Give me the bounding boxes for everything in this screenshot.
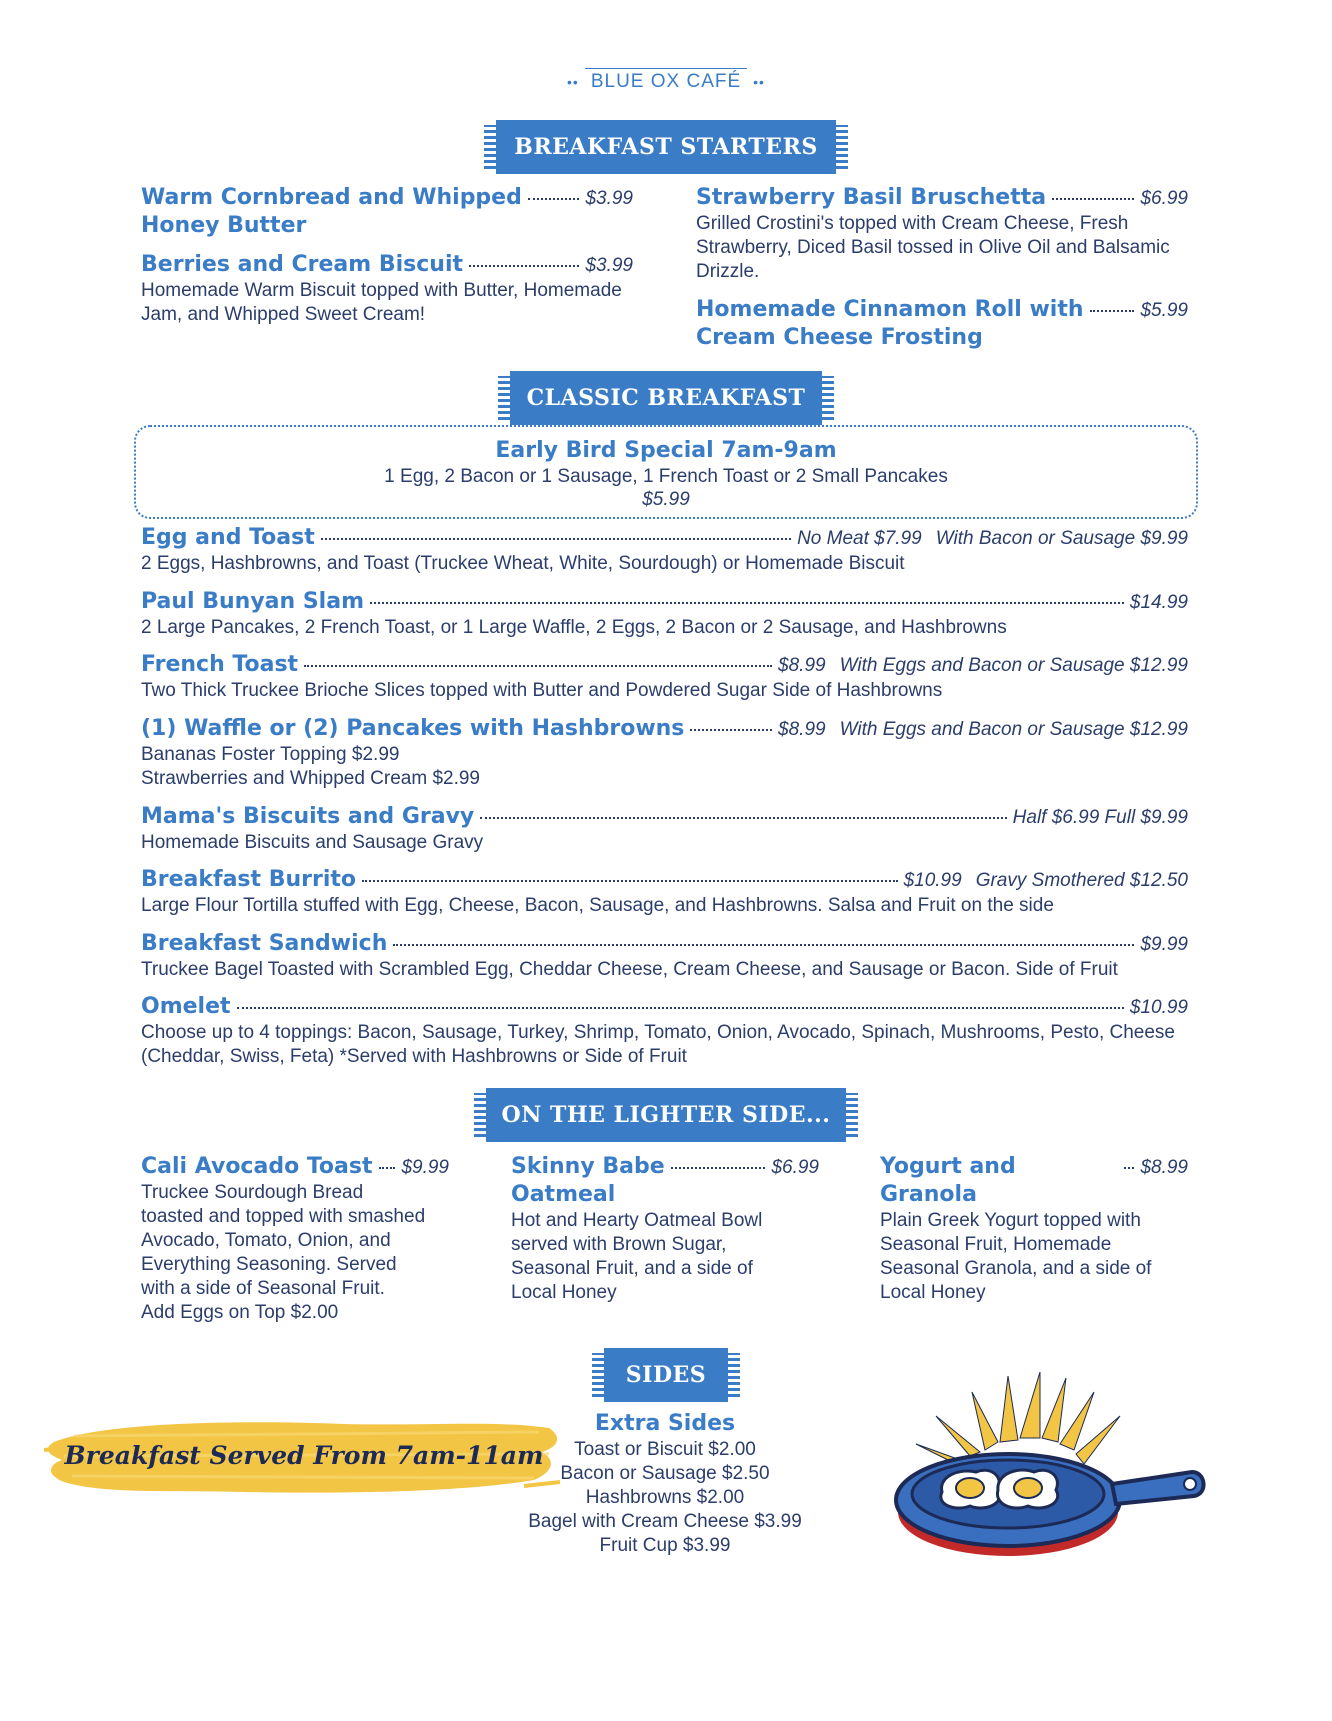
item-price: $6.99 — [1140, 188, 1188, 209]
item-title: Mama's Biscuits and Gravy — [141, 804, 475, 829]
brand-name: BLUE OX CAFÉ — [585, 68, 747, 93]
item-desc: Strawberries and Whipped Cream $2.99 — [141, 768, 481, 789]
item-desc: Seasonal Fruit, Homemade — [880, 1234, 1112, 1255]
item-price: $3.99 — [585, 188, 633, 209]
dot-leader — [370, 602, 1124, 604]
dot-leader — [362, 880, 898, 882]
item-desc: Local Honey — [511, 1282, 617, 1303]
item-desc: Homemade Biscuits and Sausage Gravy — [141, 832, 484, 853]
item-title: Omelet — [141, 994, 231, 1019]
section-banner-sides: SIDES — [606, 1350, 726, 1400]
item-desc: Everything Seasoning. Served — [141, 1254, 397, 1275]
item-desc: Hot and Hearty Oatmeal Bowl — [511, 1210, 763, 1231]
item-title: French Toast — [141, 652, 299, 677]
item-desc: served with Brown Sugar, — [511, 1234, 727, 1255]
item-desc: with a side of Seasonal Fruit. — [141, 1278, 385, 1299]
item-title: (1) Waffle or (2) Pancakes with Hashbrowns — [141, 716, 685, 741]
dot-leader — [690, 729, 772, 731]
extra-sides-title: Extra Sides — [594, 1411, 736, 1436]
dot-leader — [1052, 198, 1134, 200]
section-banner-lighter: ON THE LIGHTER SIDE... — [488, 1090, 844, 1140]
item-desc: Avocado, Tomato, Onion, and — [141, 1230, 391, 1251]
item-title: Warm Cornbread and Whipped — [141, 185, 522, 210]
item-desc: Add Eggs on Top $2.00 — [141, 1302, 339, 1323]
item-title: Yogurt and Granola — [880, 1154, 1016, 1207]
dot-leader — [671, 1167, 766, 1169]
item-desc: Seasonal Fruit, and a side of — [511, 1258, 753, 1279]
dot-leader — [304, 665, 772, 667]
item-desc: Grilled Crostini's topped with Cream Cheese, Fresh — [696, 213, 1129, 234]
menu-item-paul-bunyan — [141, 588, 1188, 640]
item-desc: 2 Eggs, Hashbrowns, and Toast (Truckee Wheat, White, Sourdough) or Homemade Biscuit — [141, 553, 905, 574]
item-title: Breakfast Sandwich — [141, 931, 388, 956]
early-bird-title: Early Bird Special 7am-9am — [495, 438, 837, 463]
side-item: Bagel with Cream Cheese $3.99 — [528, 1511, 802, 1532]
item-title: Berries and Cream Biscuit — [141, 252, 464, 277]
item-desc: Large Flour Tortilla stuffed with Egg, Cheese, Bacon, Sausage, and Hashbrowns. Salsa and Fruit on the side — [141, 895, 1054, 916]
menu-item-yogurt — [880, 1153, 1188, 1305]
item-desc: Plain Greek Yogurt topped with — [880, 1210, 1141, 1231]
item-desc: Two Thick Truckee Brioche Slices topped with Butter and Powdered Sugar Side of Hashbrowns — [141, 680, 943, 701]
item-price: Half $6.99 Full $9.99 — [1012, 807, 1188, 828]
item-desc: Truckee Bagel Toasted with Scrambled Egg, Cheddar Cheese, Cream Cheese, and Sausage or Bacon. Side of Fruit — [141, 959, 1118, 980]
item-price: $9.99 — [1140, 934, 1188, 955]
dot-leader — [528, 198, 580, 200]
menu-item-bruschetta — [696, 184, 1188, 284]
section-banner-classic: CLASSIC BREAKFAST — [512, 373, 820, 423]
side-item: Fruit Cup $3.99 — [599, 1535, 731, 1556]
item-price: $3.99 — [585, 255, 633, 276]
menu-item-biscuits-gravy — [141, 803, 1188, 855]
early-bird-price: $5.99 — [642, 489, 690, 510]
item-desc: Drizzle. — [696, 261, 760, 282]
menu-item-oatmeal — [511, 1153, 819, 1305]
side-item: Toast or Biscuit $2.00 — [574, 1439, 756, 1460]
item-desc: (Cheddar, Swiss, Feta) *Served with Hashbrowns or Side of Fruit — [141, 1046, 687, 1067]
dot-leader — [469, 265, 579, 267]
brand-dots-right: •• — [753, 73, 765, 90]
served-hours-text: Breakfast Served From 7am-11am — [64, 1441, 544, 1470]
dot-leader — [393, 944, 1134, 946]
dot-leader — [480, 817, 1006, 819]
item-price: $8.99 With Eggs and Bacon or Sausage $12.99 — [778, 719, 1188, 740]
item-desc: toasted and topped with smashed — [141, 1206, 426, 1227]
brand-header — [0, 68, 1332, 93]
item-title: Paul Bunyan Slam — [141, 589, 364, 614]
menu-item-egg-toast — [141, 524, 1188, 576]
item-title: Egg and Toast — [141, 525, 315, 550]
item-title: Homemade Cinnamon Roll with — [696, 297, 1084, 322]
item-title: Cali Avocado Toast — [141, 1154, 373, 1179]
early-bird-desc: 1 Egg, 2 Bacon or 1 Sausage, 1 French Toast or 2 Small Pancakes — [384, 466, 948, 487]
menu-item-sandwich — [141, 930, 1188, 982]
menu-item-berries-biscuit — [141, 251, 633, 327]
item-desc: Choose up to 4 toppings: Bacon, Sausage, Turkey, Shrimp, Tomato, Onion, Avocado, Spinach, Mushrooms, Pesto, Cheese — [141, 1022, 1175, 1043]
item-desc: Seasonal Granola, and a side of — [880, 1258, 1152, 1279]
menu-item-waffle-pancakes — [141, 715, 1188, 791]
item-price: $8.99 — [1140, 1157, 1188, 1178]
item-price: $8.99 With Eggs and Bacon or Sausage $12.99 — [778, 655, 1188, 676]
dot-leader — [321, 538, 791, 540]
item-price: $6.99 — [771, 1157, 819, 1178]
item-price: $10.99 Gravy Smothered $12.50 — [903, 870, 1188, 891]
item-title-line2: Oatmeal — [511, 1182, 616, 1207]
item-desc: Homemade Warm Biscuit topped with Butter, Homemade — [141, 280, 622, 301]
dot-leader — [379, 1167, 396, 1169]
item-title-line2: Honey Butter — [141, 213, 307, 238]
extra-sides — [520, 1410, 810, 1558]
item-desc: 2 Large Pancakes, 2 French Toast, or 1 Large Waffle, 2 Eggs, 2 Bacon or 2 Sausage, and Hashbrowns — [141, 617, 1007, 638]
dot-leader — [237, 1007, 1124, 1009]
item-desc: Jam, and Whipped Sweet Cream! — [141, 304, 426, 325]
item-price: $14.99 — [1129, 592, 1188, 613]
side-item: Hashbrowns $2.00 — [585, 1487, 745, 1508]
section-banner-starters: BREAKFAST STARTERS — [498, 122, 834, 172]
brand-dots-left: •• — [567, 73, 579, 90]
menu-item-cornbread — [141, 184, 633, 240]
item-price: $9.99 — [401, 1157, 449, 1178]
item-desc: Strawberry, Diced Basil tossed in Olive Oil and Balsamic — [696, 237, 1170, 258]
served-hours-note — [44, 1412, 564, 1500]
menu-item-cinnamon-roll — [696, 296, 1188, 352]
menu-item-burrito — [141, 866, 1188, 918]
item-price: No Meat $7.99 With Bacon or Sausage $9.99 — [797, 528, 1188, 549]
item-desc: Bananas Foster Topping $2.99 — [141, 744, 400, 765]
item-desc: Local Honey — [880, 1282, 986, 1303]
item-price: $10.99 — [1129, 997, 1188, 1018]
menu-item-omelet — [141, 993, 1188, 1069]
item-desc: Truckee Sourdough Bread — [141, 1182, 364, 1203]
item-title: Strawberry Basil Bruschetta — [696, 185, 1047, 210]
item-title-line2: Cream Cheese Frosting — [696, 325, 983, 350]
menu-item-french-toast — [141, 651, 1188, 703]
side-item: Bacon or Sausage $2.50 — [560, 1463, 770, 1484]
item-title: Skinny Babe — [511, 1154, 665, 1179]
early-bird-box — [134, 425, 1198, 519]
menu-item-avocado-toast — [141, 1153, 449, 1325]
frying-pan-eggs-icon — [880, 1372, 1210, 1568]
item-price: $5.99 — [1140, 300, 1188, 321]
item-title: Breakfast Burrito — [141, 867, 357, 892]
dot-leader — [1124, 1167, 1134, 1169]
dot-leader — [1090, 310, 1135, 312]
